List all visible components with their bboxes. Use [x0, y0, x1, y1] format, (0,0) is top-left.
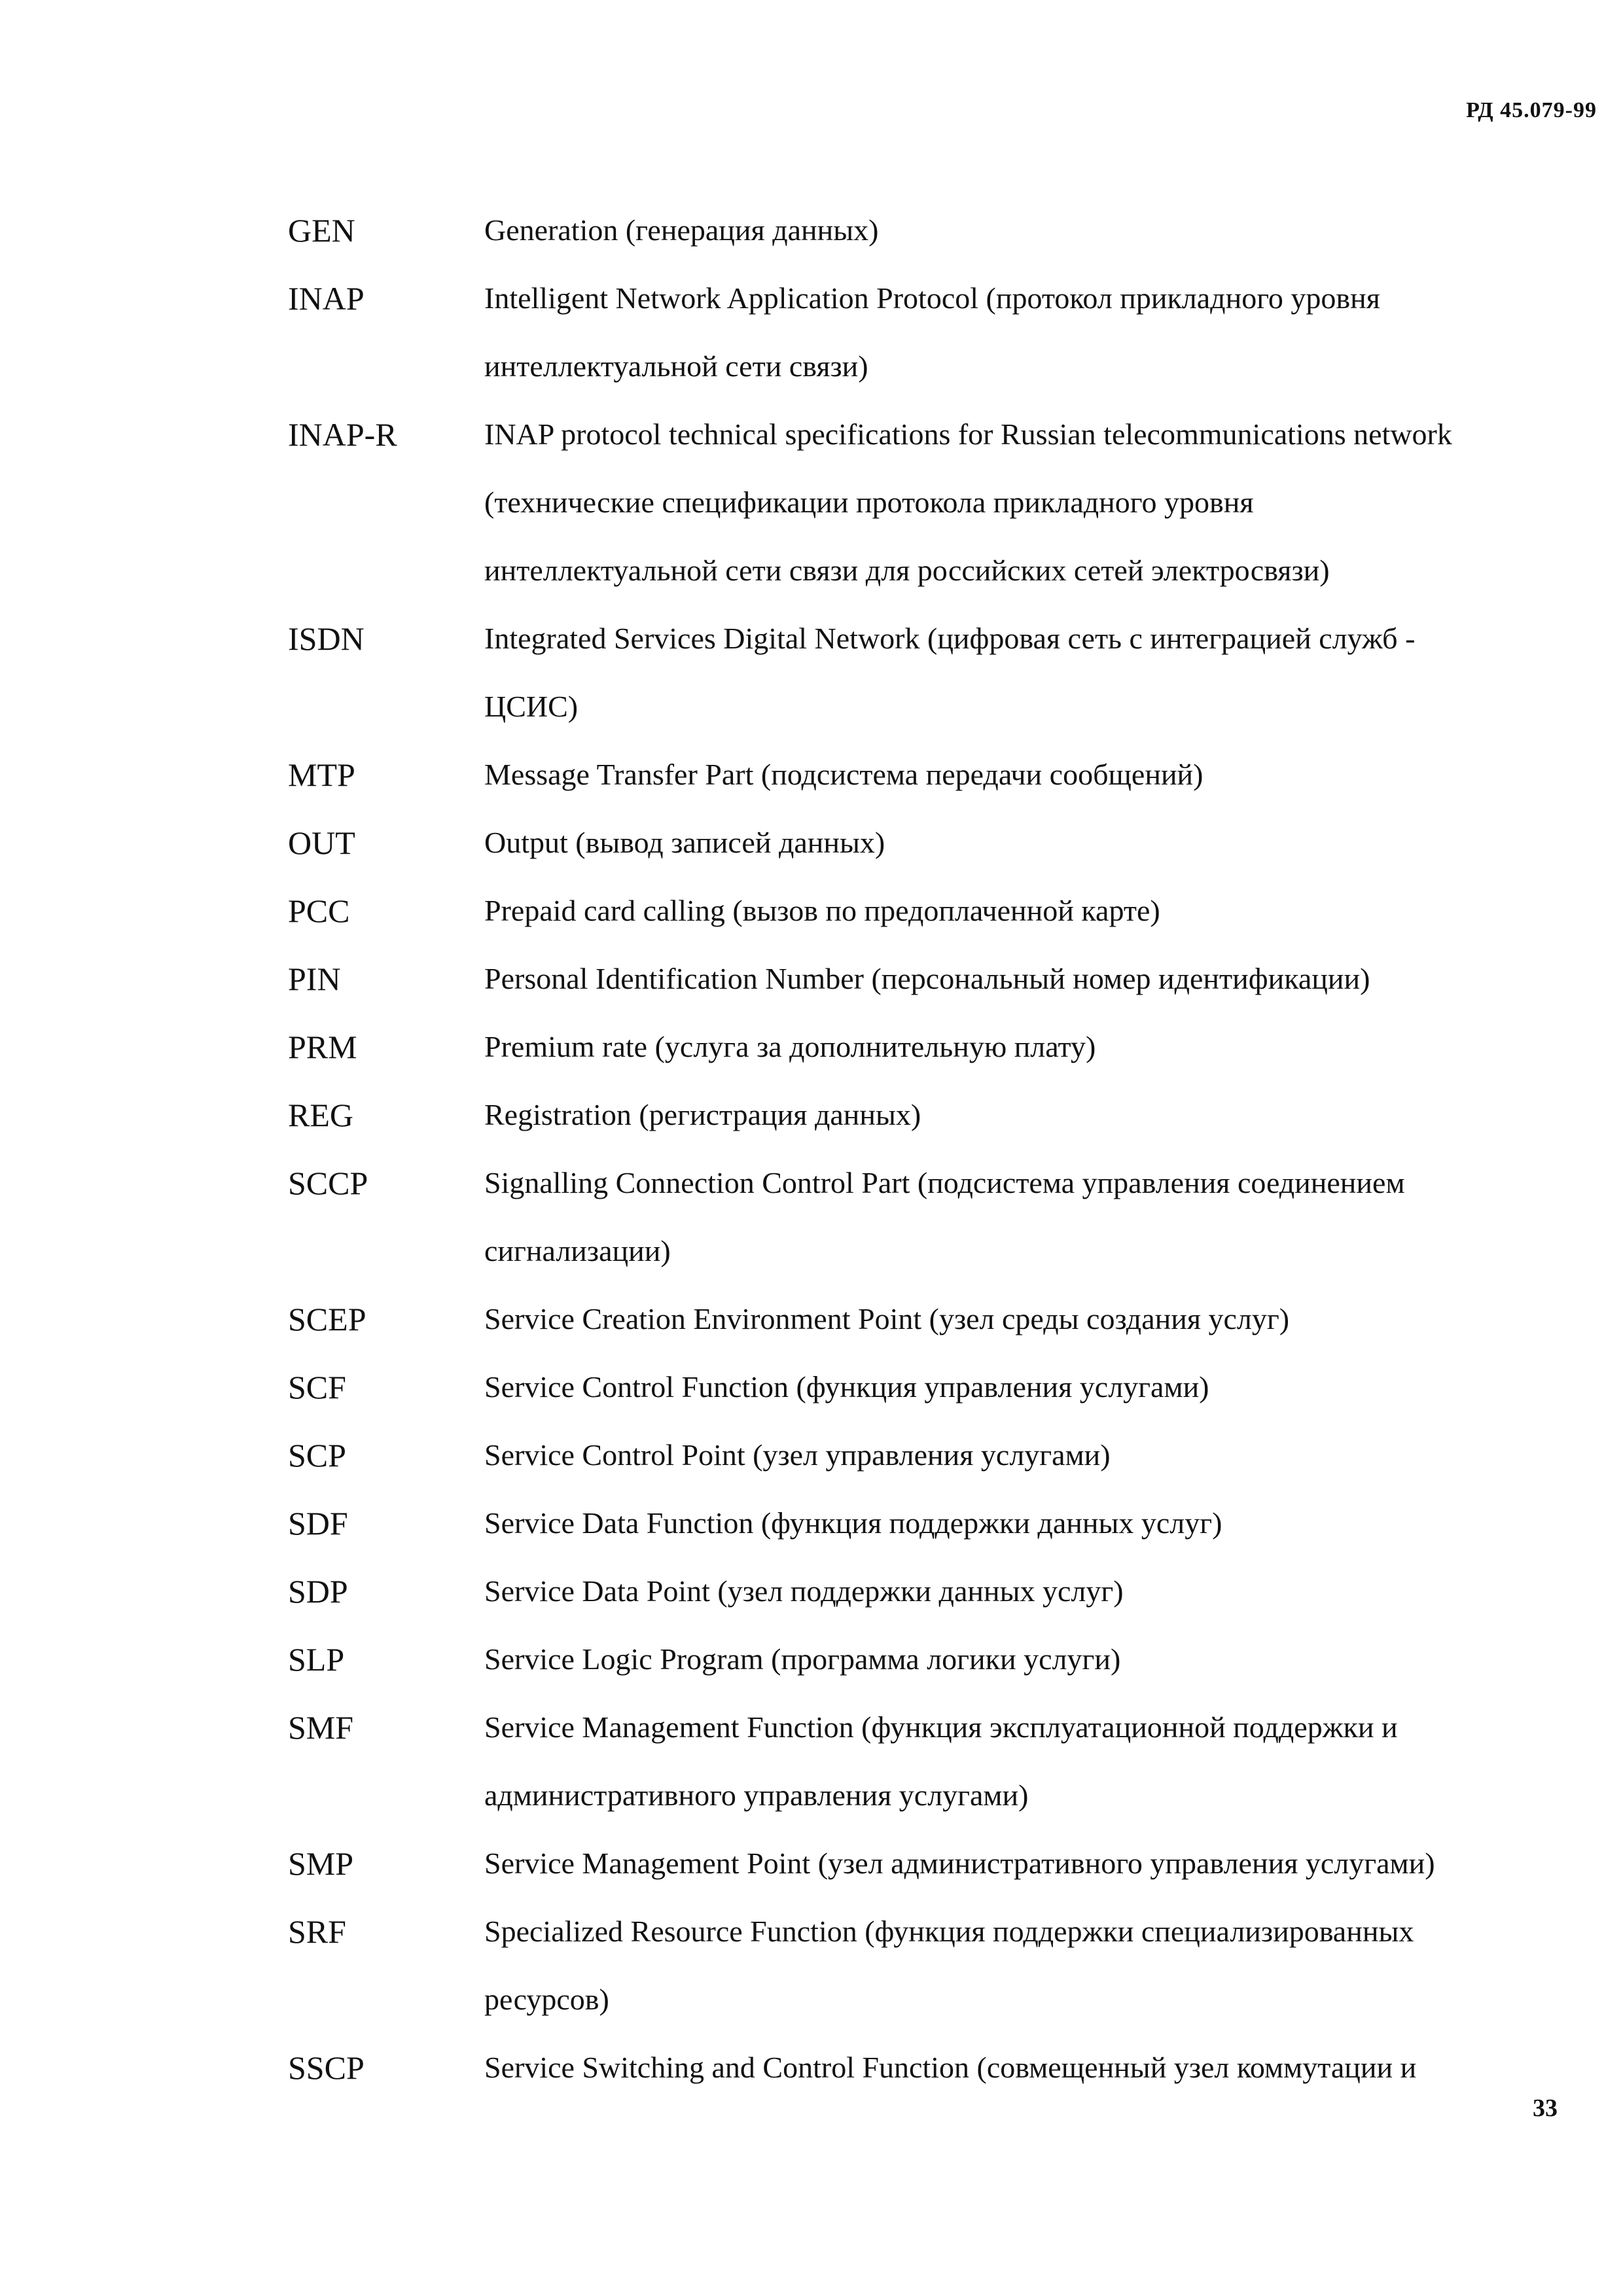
abbreviation-definition — [484, 1489, 1584, 1557]
glossary-entry — [288, 605, 1584, 741]
abbreviation-term: MTP — [288, 756, 355, 793]
definition-line: Service Management Point (узел административного управления услугами) — [484, 1846, 1435, 1880]
glossary-entry — [288, 1829, 1584, 1898]
definition-line: административного управления услугами) — [484, 1778, 1029, 1812]
abbreviation-definition — [484, 1149, 1584, 1285]
abbreviation-term: GEN — [288, 212, 355, 249]
glossary-entry — [288, 1353, 1584, 1421]
abbreviation-term: SLP — [288, 1641, 345, 1678]
glossary-entry — [288, 196, 1584, 264]
abbreviation-definition — [484, 1353, 1584, 1421]
page-number: 33 — [1533, 2094, 1558, 2122]
abbreviation-definition — [484, 741, 1584, 809]
definition-line: Service Control Function (функция управления услугами) — [484, 1370, 1209, 1404]
definition-line: (технические спецификации протокола прикладного уровня — [484, 486, 1254, 519]
abbreviation-term: SSCP — [288, 2049, 365, 2086]
abbreviation-definition — [484, 1285, 1584, 1353]
glossary-entry — [288, 1149, 1584, 1285]
definition-line: Service Logic Program (программа логики услуги) — [484, 1642, 1121, 1676]
definition-line: Personal Identification Number (персональный номер идентификации) — [484, 962, 1370, 995]
glossary-entry — [288, 809, 1584, 877]
abbreviation-term: SCF — [288, 1369, 346, 1405]
abbreviation-term: SDF — [288, 1505, 348, 1542]
glossary-entry — [288, 264, 1584, 400]
definition-line: Service Management Function (функция эксплуатационной поддержки и — [484, 1710, 1398, 1744]
glossary-entry — [288, 1421, 1584, 1489]
abbreviation-term: REG — [288, 1097, 353, 1133]
glossary-entry — [288, 1625, 1584, 1693]
abbreviation-term: ISDN — [288, 620, 365, 657]
definition-line: Intelligent Network Application Protocol (протокол прикладного уровня — [484, 281, 1380, 315]
abbreviation-term: SMF — [288, 1709, 354, 1746]
abbreviation-definition — [484, 1013, 1584, 1081]
definition-line: Message Transfer Part (подсистема передачи сообщений) — [484, 758, 1204, 791]
glossary-entry — [288, 2034, 1584, 2102]
abbreviation-definition — [484, 1829, 1584, 1898]
abbreviation-term: OUT — [288, 824, 355, 861]
glossary-entry — [288, 741, 1584, 809]
abbreviation-term: SMP — [288, 1845, 354, 1882]
abbreviation-definition — [484, 605, 1584, 741]
glossary-entry — [288, 945, 1584, 1013]
definition-line: сигнализации) — [484, 1234, 671, 1267]
definition-line: Service Switching and Control Function (совмещенный узел коммутации и — [484, 2051, 1417, 2084]
definition-line: Service Control Point (узел управления услугами) — [484, 1438, 1111, 1472]
abbreviation-definition — [484, 945, 1584, 1013]
abbreviation-definition — [484, 1421, 1584, 1489]
abbreviation-term: PRM — [288, 1029, 357, 1065]
definition-line: Specialized Resource Function (функция поддержки специализированных — [484, 1915, 1414, 1948]
glossary-entry — [288, 1013, 1584, 1081]
abbreviation-term: SCP — [288, 1437, 346, 1474]
document-code: РД 45.079-99 — [1466, 98, 1597, 122]
abbreviation-definition — [484, 809, 1584, 877]
definition-line: ЦСИС) — [484, 690, 579, 723]
abbreviation-term: INAP-R — [288, 416, 397, 453]
definition-line: Service Data Point (узел поддержки данных услуг) — [484, 1574, 1124, 1608]
abbreviation-term: SRF — [288, 1913, 346, 1950]
abbreviation-term: SDP — [288, 1573, 348, 1610]
glossary-entry — [288, 1285, 1584, 1353]
definition-line: Integrated Services Digital Network (цифровая сеть с интеграцией служб - — [484, 622, 1416, 655]
definition-line: Service Data Function (функция поддержки данных услуг) — [484, 1506, 1222, 1540]
definition-line: Output (вывод записей данных) — [484, 826, 885, 859]
abbreviation-definition — [484, 264, 1584, 400]
glossary-entry — [288, 1898, 1584, 2034]
definition-line: Premium rate (услуга за дополнительную плату) — [484, 1030, 1096, 1063]
definition-line: Generation (генерация данных) — [484, 213, 879, 247]
abbreviation-term: SCCP — [288, 1165, 368, 1201]
abbreviation-definition — [484, 1081, 1584, 1149]
abbreviation-term: PCC — [288, 892, 350, 929]
definition-line: Prepaid card calling (вызов по предоплаченной карте) — [484, 894, 1160, 927]
abbreviation-definition — [484, 877, 1584, 945]
abbreviation-term: PIN — [288, 961, 341, 997]
abbreviation-definition — [484, 1693, 1584, 1829]
abbreviation-definition — [484, 2034, 1584, 2102]
abbreviation-definition — [484, 400, 1584, 605]
abbreviation-term: INAP — [288, 280, 365, 317]
glossary-entry — [288, 877, 1584, 945]
glossary-entry — [288, 1557, 1584, 1625]
abbreviation-list — [288, 196, 1584, 2102]
definition-line: Signalling Connection Control Part (подсистема управления соединением — [484, 1166, 1405, 1199]
abbreviation-definition — [484, 1898, 1584, 2034]
definition-line: интеллектуальной сети связи) — [484, 349, 868, 383]
definition-line: INAP protocol technical specifications for Russian telecommunications network — [484, 417, 1452, 451]
definition-line: ресурсов) — [484, 1983, 609, 2016]
definition-line: Service Creation Environment Point (узел среды создания услуг) — [484, 1302, 1290, 1335]
abbreviation-definition — [484, 196, 1584, 264]
definition-line: Registration (регистрация данных) — [484, 1098, 921, 1131]
definition-line: интеллектуальной сети связи для российских сетей электросвязи) — [484, 554, 1330, 587]
glossary-entry — [288, 1693, 1584, 1829]
glossary-entry — [288, 1081, 1584, 1149]
abbreviation-definition — [484, 1625, 1584, 1693]
abbreviation-term: SCEP — [288, 1301, 366, 1337]
abbreviation-definition — [484, 1557, 1584, 1625]
glossary-entry — [288, 400, 1584, 605]
glossary-entry — [288, 1489, 1584, 1557]
